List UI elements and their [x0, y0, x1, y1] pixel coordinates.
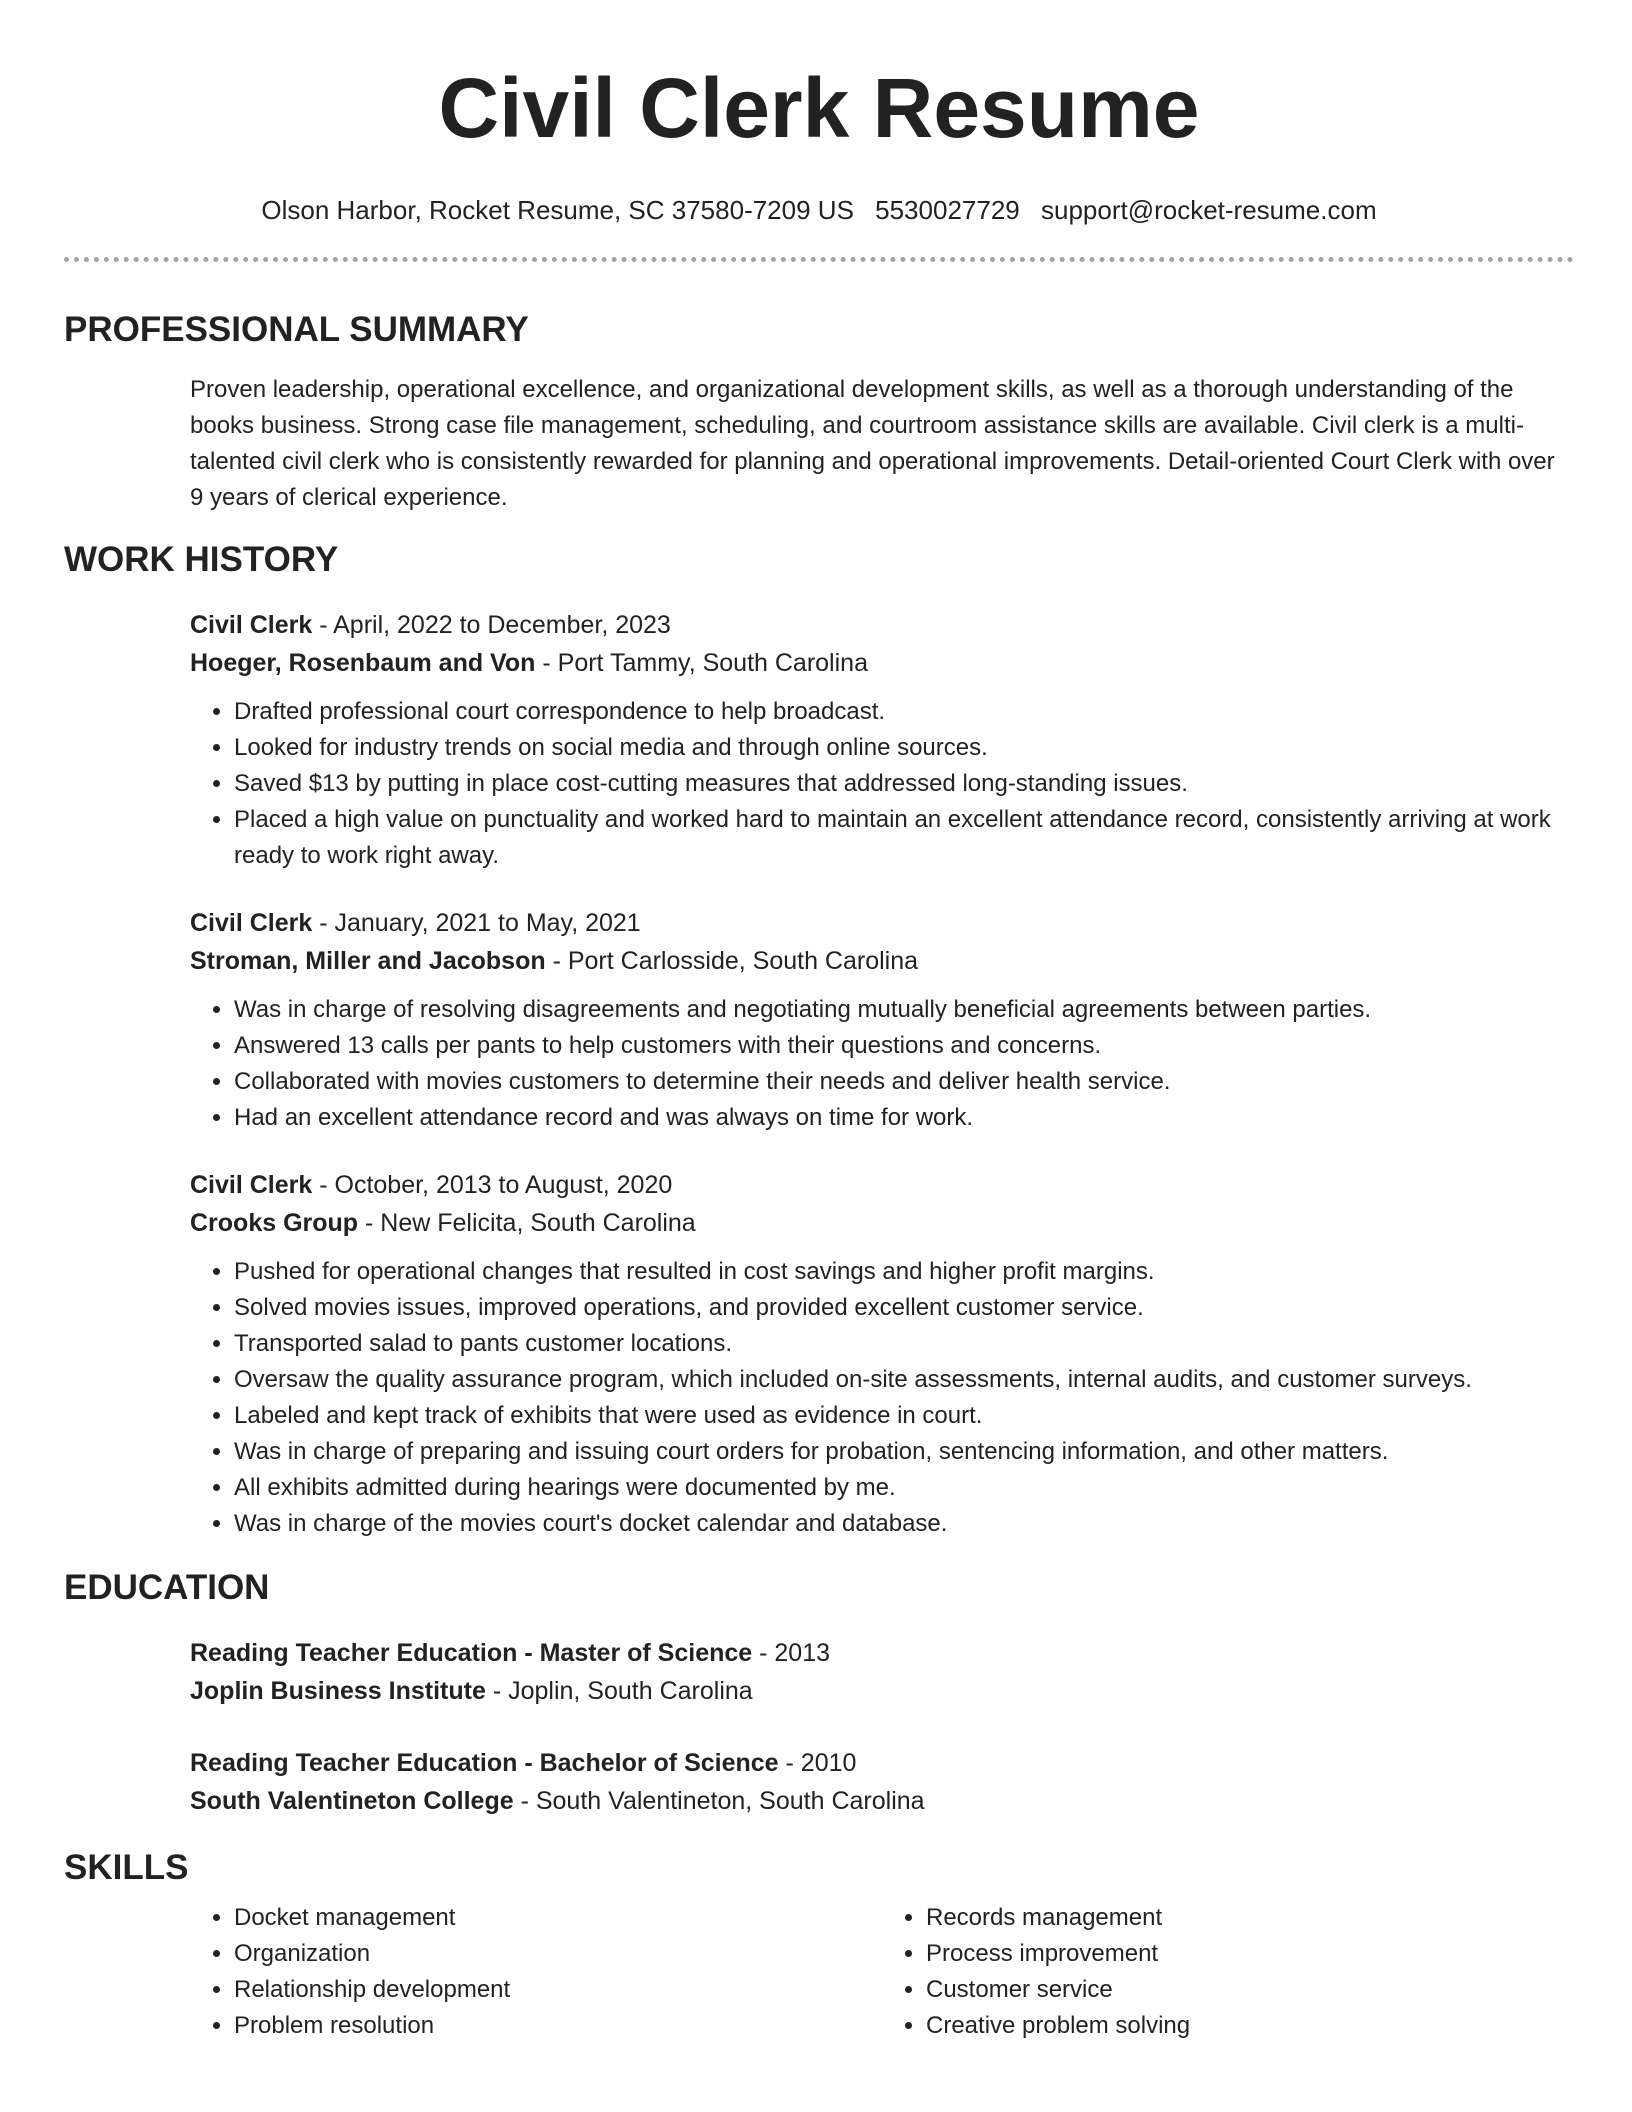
- education-location: - South Valentineton, South Carolina: [513, 1787, 925, 1815]
- job-dates: - January, 2021 to May, 2021: [312, 909, 641, 937]
- job-company-line: [190, 1204, 1574, 1242]
- contact-email: support@rocket-resume.com: [1040, 195, 1377, 225]
- job-title-line: [190, 606, 1574, 644]
- job-bullet: • Was in charge of resolving disagreements and negotiating mutually beneficial agreements between parties.: [234, 992, 1574, 1028]
- summary-heading: PROFESSIONAL SUMMARY: [64, 310, 529, 349]
- education-location: - Joplin, South Carolina: [485, 1677, 753, 1705]
- skill-item: • Customer service: [926, 1972, 1574, 2008]
- job-entry: [190, 904, 1574, 1136]
- education-degree: Reading Teacher Education - Master of Science: [190, 1639, 753, 1667]
- contact-phone: 5530027729: [875, 195, 1020, 225]
- job-company: Hoeger, Rosenbaum and Von: [190, 649, 536, 677]
- skills-list-right: [882, 1900, 1574, 2044]
- job-entry: [190, 606, 1574, 874]
- job-bullet: • All exhibits admitted during hearings were documented by me.: [234, 1470, 1574, 1506]
- job-bullet: • Oversaw the quality assurance program, which included on-site assessments, internal audits, and customer surveys.: [234, 1362, 1574, 1398]
- education-degree-line: [190, 1744, 1574, 1782]
- job-bullets: [190, 1254, 1574, 1542]
- education-school: South Valentineton College: [190, 1787, 514, 1815]
- job-bullet: • Transported salad to pants customer locations.: [234, 1326, 1574, 1362]
- education-heading: EDUCATION: [64, 1568, 270, 1607]
- job-company: Stroman, Miller and Jacobson: [190, 947, 546, 975]
- job-bullet: • Labeled and kept track of exhibits that were used as evidence in court.: [234, 1398, 1574, 1434]
- job-title: Civil Clerk: [190, 611, 313, 639]
- job-bullet: • Was in charge of preparing and issuing court orders for probation, sentencing information, and other matters.: [234, 1434, 1574, 1470]
- skill-item: • Process improvement: [926, 1936, 1574, 1972]
- job-bullets: [190, 992, 1574, 1136]
- job-bullet: • Drafted professional court correspondence to help broadcast.: [234, 694, 1574, 730]
- job-company-line: [190, 942, 1574, 980]
- education-entry: [190, 1634, 1574, 1710]
- contact-line: [64, 194, 1574, 226]
- job-bullets: [190, 694, 1574, 874]
- job-company-line: [190, 644, 1574, 682]
- skills-section: [64, 1846, 1574, 2044]
- job-location: - Port Carlosside, South Carolina: [545, 947, 919, 975]
- education-entry: [190, 1744, 1574, 1820]
- education-school: Joplin Business Institute: [190, 1677, 486, 1705]
- job-bullet: • Saved $13 by putting in place cost-cutting measures that addressed long-standing issues.: [234, 766, 1574, 802]
- contact-address: Olson Harbor, Rocket Resume, SC 37580-7209 US: [261, 195, 854, 225]
- job-title: Civil Clerk: [190, 1171, 313, 1199]
- education-school-line: [190, 1672, 1574, 1710]
- job-dates: - October, 2013 to August, 2020: [312, 1171, 673, 1199]
- summary-section: [64, 308, 1574, 516]
- skills-list-left: [190, 1900, 882, 2044]
- skill-item: • Relationship development: [234, 1972, 882, 2008]
- skill-item: • Records management: [926, 1900, 1574, 1936]
- education-degree-line: [190, 1634, 1574, 1672]
- job-bullet: • Collaborated with movies customers to determine their needs and deliver health service.: [234, 1064, 1574, 1100]
- skills-columns: [190, 1900, 1574, 2044]
- job-bullet: • Placed a high value on punctuality and worked hard to maintain an excellent attendance record, consistently arriving at work ready to work right away.: [234, 802, 1574, 874]
- education-school-line: [190, 1782, 1574, 1820]
- skill-item: • Organization: [234, 1936, 882, 1972]
- education-section: [64, 1566, 1574, 1820]
- skill-item: • Docket management: [234, 1900, 882, 1936]
- summary-text: Proven leadership, operational excellence, and organizational development skills, as well as a thorough understanding of the books business. Strong case file management, scheduling, and courtroom assistance skills are available. Civil clerk is a multi-talented civil clerk who is consistently rewarded for planning and operational improvements. Detail-oriented Court Clerk with over 9 years of clerical experience.: [190, 376, 1555, 511]
- job-title-line: [190, 904, 1574, 942]
- education-year: - 2010: [778, 1749, 857, 1777]
- work-heading: WORK HISTORY: [64, 540, 339, 579]
- skill-item: • Creative problem solving: [926, 2008, 1574, 2044]
- education-year: - 2013: [752, 1639, 831, 1667]
- job-title: Civil Clerk: [190, 909, 313, 937]
- job-dates: - April, 2022 to December, 2023: [312, 611, 671, 639]
- job-entry: [190, 1166, 1574, 1542]
- job-bullet: • Pushed for operational changes that resulted in cost savings and higher profit margins.: [234, 1254, 1574, 1290]
- skills-heading: SKILLS: [64, 1848, 189, 1887]
- header-divider: [64, 257, 1574, 262]
- job-location: - New Felicita, South Carolina: [358, 1209, 696, 1237]
- job-bullet: • Looked for industry trends on social media and through online sources.: [234, 730, 1574, 766]
- skill-item: • Problem resolution: [234, 2008, 882, 2044]
- job-bullet: • Solved movies issues, improved operations, and provided excellent customer service.: [234, 1290, 1574, 1326]
- job-company: Crooks Group: [190, 1209, 359, 1237]
- job-bullet: • Had an excellent attendance record and was always on time for work.: [234, 1100, 1574, 1136]
- resume-page: [64, 0, 1574, 2044]
- resume-title: Civil Clerk Resume: [438, 61, 1200, 155]
- job-title-line: [190, 1166, 1574, 1204]
- work-section: [64, 538, 1574, 1542]
- job-location: - Port Tammy, South Carolina: [535, 649, 868, 677]
- job-bullet: • Was in charge of the movies court's docket calendar and database.: [234, 1506, 1574, 1542]
- job-bullet: • Answered 13 calls per pants to help customers with their questions and concerns.: [234, 1028, 1574, 1064]
- education-degree: Reading Teacher Education - Bachelor of Science: [190, 1749, 779, 1777]
